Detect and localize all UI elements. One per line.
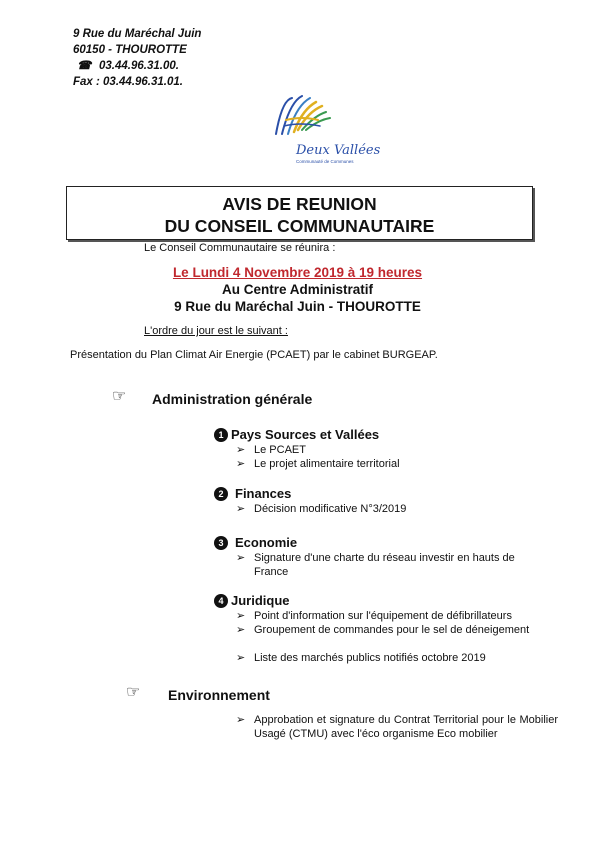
logo: [262, 90, 381, 170]
subsection-juridique: [214, 593, 290, 608]
title-box: [66, 186, 533, 240]
address-phone-line: [73, 58, 201, 74]
list-item: ➢ Groupement de commandes pour le sel de déneigement: [236, 624, 530, 636]
list-item: ➢ Le PCAET: [236, 444, 306, 456]
arrow-bullet-icon: ➢: [236, 458, 246, 470]
arrow-bullet-icon: ➢: [236, 624, 246, 636]
number-badge: 2: [214, 487, 228, 501]
agenda-intro: L'ordre du jour est le suivant :: [144, 325, 288, 337]
address-fax: Fax : 03.44.96.31.01.: [73, 76, 183, 88]
number-badge: 1: [214, 428, 228, 442]
list-item: ➢ Approbation et signature du Contrat Territorial pour le Mobilier Usagé (CTMU) avec l'éco organisme Eco mobilier: [236, 714, 558, 740]
arrow-bullet-icon: ➢: [236, 714, 246, 726]
subsection-finances: [214, 486, 291, 501]
title-line2: DU CONSEIL COMMUNAUTAIRE: [164, 216, 435, 236]
presentation-text: Présentation du Plan Climat Air Energie (PCAET) par le cabinet BURGEAP.: [70, 349, 438, 361]
meeting-address: 9 Rue du Maréchal Juin - THOUROTTE: [174, 299, 421, 314]
list-item: ➢ Décision modificative N°3/2019: [236, 503, 407, 515]
list-item: ➢ Point d'information sur l'équipement de défibrillateurs: [236, 610, 512, 622]
logo-graphic: [262, 90, 381, 170]
list-item: ➢ Liste des marchés publics notifiés octobre 2019: [236, 652, 486, 664]
subsection-economie: [214, 535, 297, 550]
pointing-hand-icon: ☞: [112, 388, 127, 405]
header-address: [73, 26, 201, 90]
logo-tagline: Communauté de Communes: [296, 159, 354, 164]
arrow-bullet-icon: ➢: [236, 652, 246, 664]
subsection-title: Pays Sources et Vallées: [231, 427, 380, 442]
subsection-title: Economie: [235, 535, 298, 550]
list-item: ➢ Signature d'une charte du réseau investir en hauts de France: [236, 552, 515, 578]
subsection-title: Finances: [235, 486, 292, 501]
arrow-bullet-icon: ➢: [236, 552, 246, 564]
address-phone: 03.44.96.31.00.: [99, 60, 179, 72]
arrow-bullet-icon: ➢: [236, 503, 246, 515]
number-badge: 3: [214, 536, 228, 550]
logo-name: Deux Vallées: [296, 143, 381, 158]
title-line1: AVIS DE REUNION: [222, 194, 377, 214]
address-street: 9 Rue du Maréchal Juin: [73, 28, 202, 40]
section-admin-title: Administration générale: [152, 391, 313, 407]
meeting-place: Au Centre Administratif: [221, 282, 373, 297]
arrow-bullet-icon: ➢: [236, 444, 246, 456]
pointing-hand-icon: ☞: [126, 684, 141, 701]
phone-icon: ☎: [77, 60, 92, 72]
intro-text: Le Conseil Communautaire se réunira :: [144, 242, 336, 254]
number-badge: 4: [214, 594, 228, 608]
address-city: 60150 - THOUROTTE: [73, 44, 187, 56]
subsection-pays: [214, 427, 379, 442]
arrow-bullet-icon: ➢: [236, 610, 246, 622]
subsection-title: Juridique: [231, 593, 290, 608]
section-env-title: Environnement: [168, 687, 270, 703]
list-item: ➢ Le projet alimentaire territorial: [236, 458, 400, 470]
meeting-date: Le Lundi 4 Novembre 2019 à 19 heures: [172, 265, 423, 280]
